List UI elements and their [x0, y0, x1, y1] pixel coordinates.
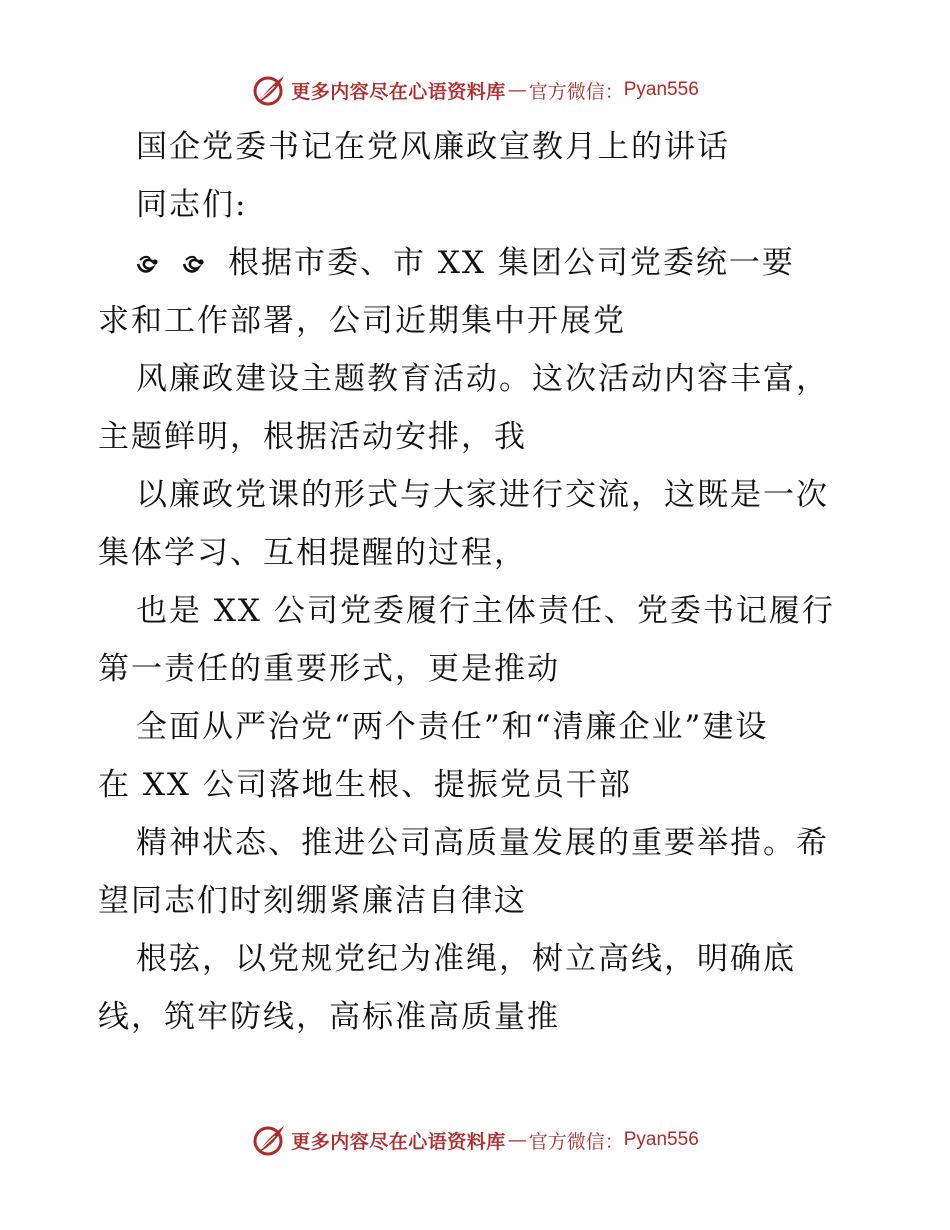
banner-text: 更多内容尽在心语资料库	[291, 1130, 506, 1153]
paragraph-line: 在 XX 公司落地生根、提振党员干部	[98, 767, 632, 803]
paragraph-line: 以廉政党课的形式与大家进行交流，这既是一次	[136, 477, 829, 513]
paragraph-line: 主题鲜明，根据活动安排，我	[98, 419, 527, 455]
banner-text: 更多内容尽在心语资料库	[291, 80, 506, 103]
paragraph-line: 也是 XX 公司党委履行主体责任、党委书记履行	[136, 593, 835, 629]
banner-wechat-id: Pyan556	[623, 1129, 699, 1150]
document-body	[98, 118, 858, 1046]
paragraph-line	[98, 234, 858, 292]
banner-separator: —	[507, 79, 527, 101]
paragraph-line: 线，筑牢防线，高标准高质量推	[98, 999, 560, 1035]
paragraph-text: 根据市委、市 XX 集团公司党委统一要	[228, 245, 795, 281]
paragraph-line: 望同志们时刻绷紧廉洁自律这	[98, 883, 527, 919]
quill-logo-icon	[251, 72, 287, 108]
footer-banner	[0, 1120, 950, 1160]
paragraph-line: 根弦，以党规党纪为准绳，树立高线，明确底	[136, 941, 796, 977]
paragraph-line: 求和工作部署，公司近期集中开展党	[98, 303, 626, 339]
paragraph-line: 精神状态、推进公司高质量发展的重要举措。希	[136, 825, 829, 861]
banner-wechat-id: Pyan556	[623, 79, 699, 100]
document-title: 国企党委书记在党风廉政宣教月上的讲话	[136, 129, 730, 165]
fleuron-ornament-icon	[182, 252, 224, 278]
banner-wechat-label: 官方微信：	[528, 80, 624, 103]
banner-separator: —	[507, 1129, 527, 1151]
paragraph-line: 第一责任的重要形式，更是推动	[98, 651, 560, 687]
header-banner	[0, 70, 950, 110]
paragraph-line: 风廉政建设主题教育活动。这次活动内容丰富，	[136, 361, 829, 397]
paragraph-line: 集体学习、互相提醒的过程，	[98, 535, 527, 571]
banner-wechat-label: 官方微信：	[528, 1130, 624, 1153]
fleuron-ornament-icon	[136, 252, 178, 278]
quill-logo-icon	[251, 1122, 287, 1158]
paragraph-line: 全面从严治党“两个责任”和“清廉企业”建设	[136, 709, 769, 745]
salutation: 同志们:	[136, 187, 248, 223]
